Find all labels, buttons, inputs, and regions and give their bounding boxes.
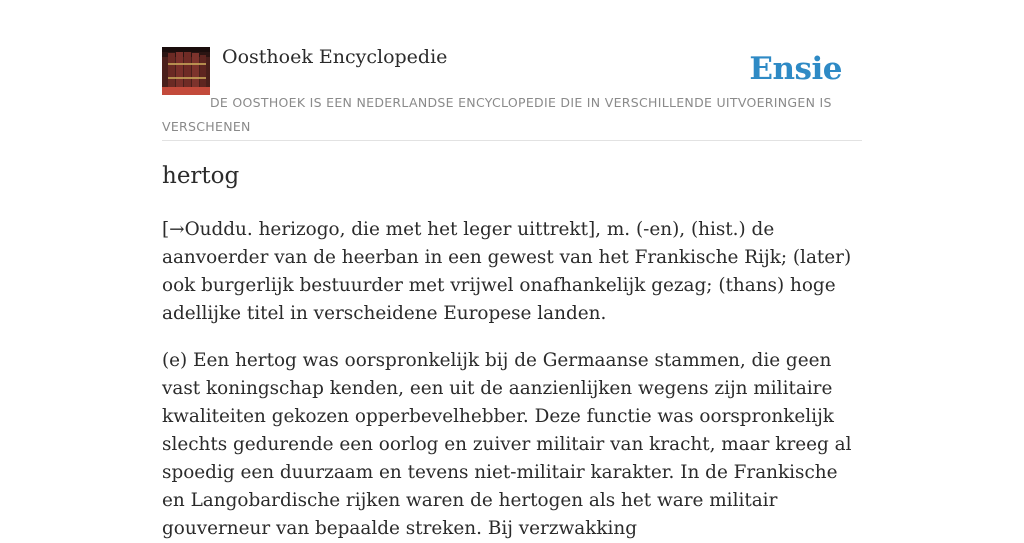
site-header: [162, 0, 862, 141]
brand-logo[interactable]: Ensie: [749, 51, 842, 87]
site-title[interactable]: Oosthoek Encyclopedie: [222, 46, 448, 68]
article-paragraph-1: [→Ouddu. herizogo, die met het leger uittrekt], m. (-en), (hist.) de aanvoerder van de heerban in een gewest van het Frankische Rijk; (later) ook burgerlijk bestuurder met vrijwel onafhankelijk gezag; (thans) hoge adellijke titel in verscheidene Europese landen.: [162, 219, 852, 324]
site-tagline: DE OOSTHOEK IS EEN NEDERLANDSE ENCYCLOPEDIE DIE IN VERSCHILLENDE UITVOERINGEN IS VERSCHENEN: [162, 95, 832, 134]
site-avatar[interactable]: [162, 47, 210, 95]
page-container: [162, 0, 862, 539]
article-paragraph-2: (e) Een hertog was oorspronkelijk bij de Germaanse stammen, die geen vast koningschap kenden, een uit de aanzienlijken wegens zijn militaire kwaliteiten gekozen opperbevelhebber. Deze functie was oorspronkelijk slechts gedurende een oorlog en zuiver militair van kracht, maar kreeg al spoedig een duurzaam en tevens niet-militair karakter. In de Frankische en Langobardische rijken waren de hertogen als het ware militair gouverneur van bepaalde streken. Bij verzwakking: [162, 350, 852, 539]
encyclopedia-books-icon: [162, 47, 210, 95]
article-title: hertog: [162, 163, 240, 189]
